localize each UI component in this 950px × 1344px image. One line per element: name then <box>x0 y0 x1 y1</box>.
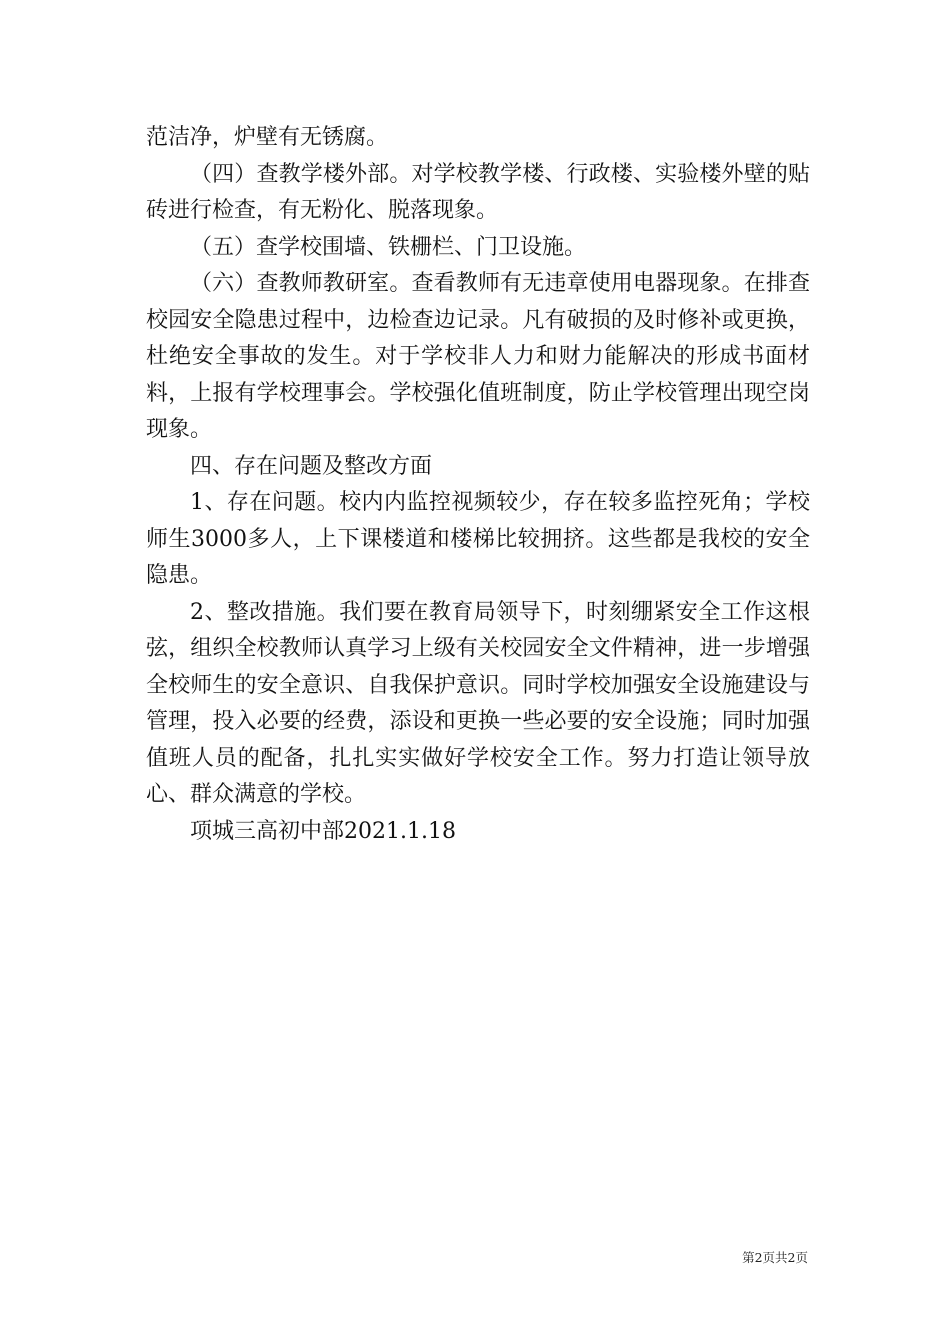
page-footer: 第2页共2页 <box>742 1250 808 1265</box>
signature-date: 项城三高初中部2021.1.18 <box>190 818 456 844</box>
paragraph-problems: 1、存在问题。校内内监控视频较少，存在较多监控死角；学校师生3000多人，上下课楼道和楼梯比较拥挤。这些都是我校的安全隐患。 <box>146 490 810 588</box>
paragraph-rectification: 2、整改措施。我们要在教育局领导下，时刻绷紧安全工作这根弦，组织全校教师认真学习上级有关校园安全文件精神，进一步增强全校师生的安全意识、自我保护意识。同时学校加强安全设施建设与管理，投入必要的经费，添设和更换一些必要的安全设施；同时加强值班人员的配备，扎扎实实做好学校安全工作。努力打造让领导放心、群众满意的学校。 <box>146 599 810 807</box>
paragraph-continuation: 范洁净，炉壁有无锈腐。 <box>146 125 389 150</box>
paragraph-item-5: （五）查学校围墙、铁栅栏、门卫设施。 <box>190 234 587 260</box>
section-heading-4: 四、存在问题及整改方面 <box>190 453 433 479</box>
paragraph-item-4: （四）查教学楼外部。对学校教学楼、行政楼、实验楼外壁的贴砖进行检查，有无粉化、脱落现象。 <box>146 161 810 223</box>
paragraph-item-6: （六）查教师教研室。查看教师有无违章使用电器现象。在排查校园安全隐患过程中，边检查边记录。凡有破损的及时修补或更换，杜绝安全事故的发生。对于学校非人力和财力能解决的形成书面材料，上报有学校理事会。学校强化值班制度，防止学校管理出现空岗现象。 <box>146 271 810 442</box>
document-body <box>146 120 810 850</box>
